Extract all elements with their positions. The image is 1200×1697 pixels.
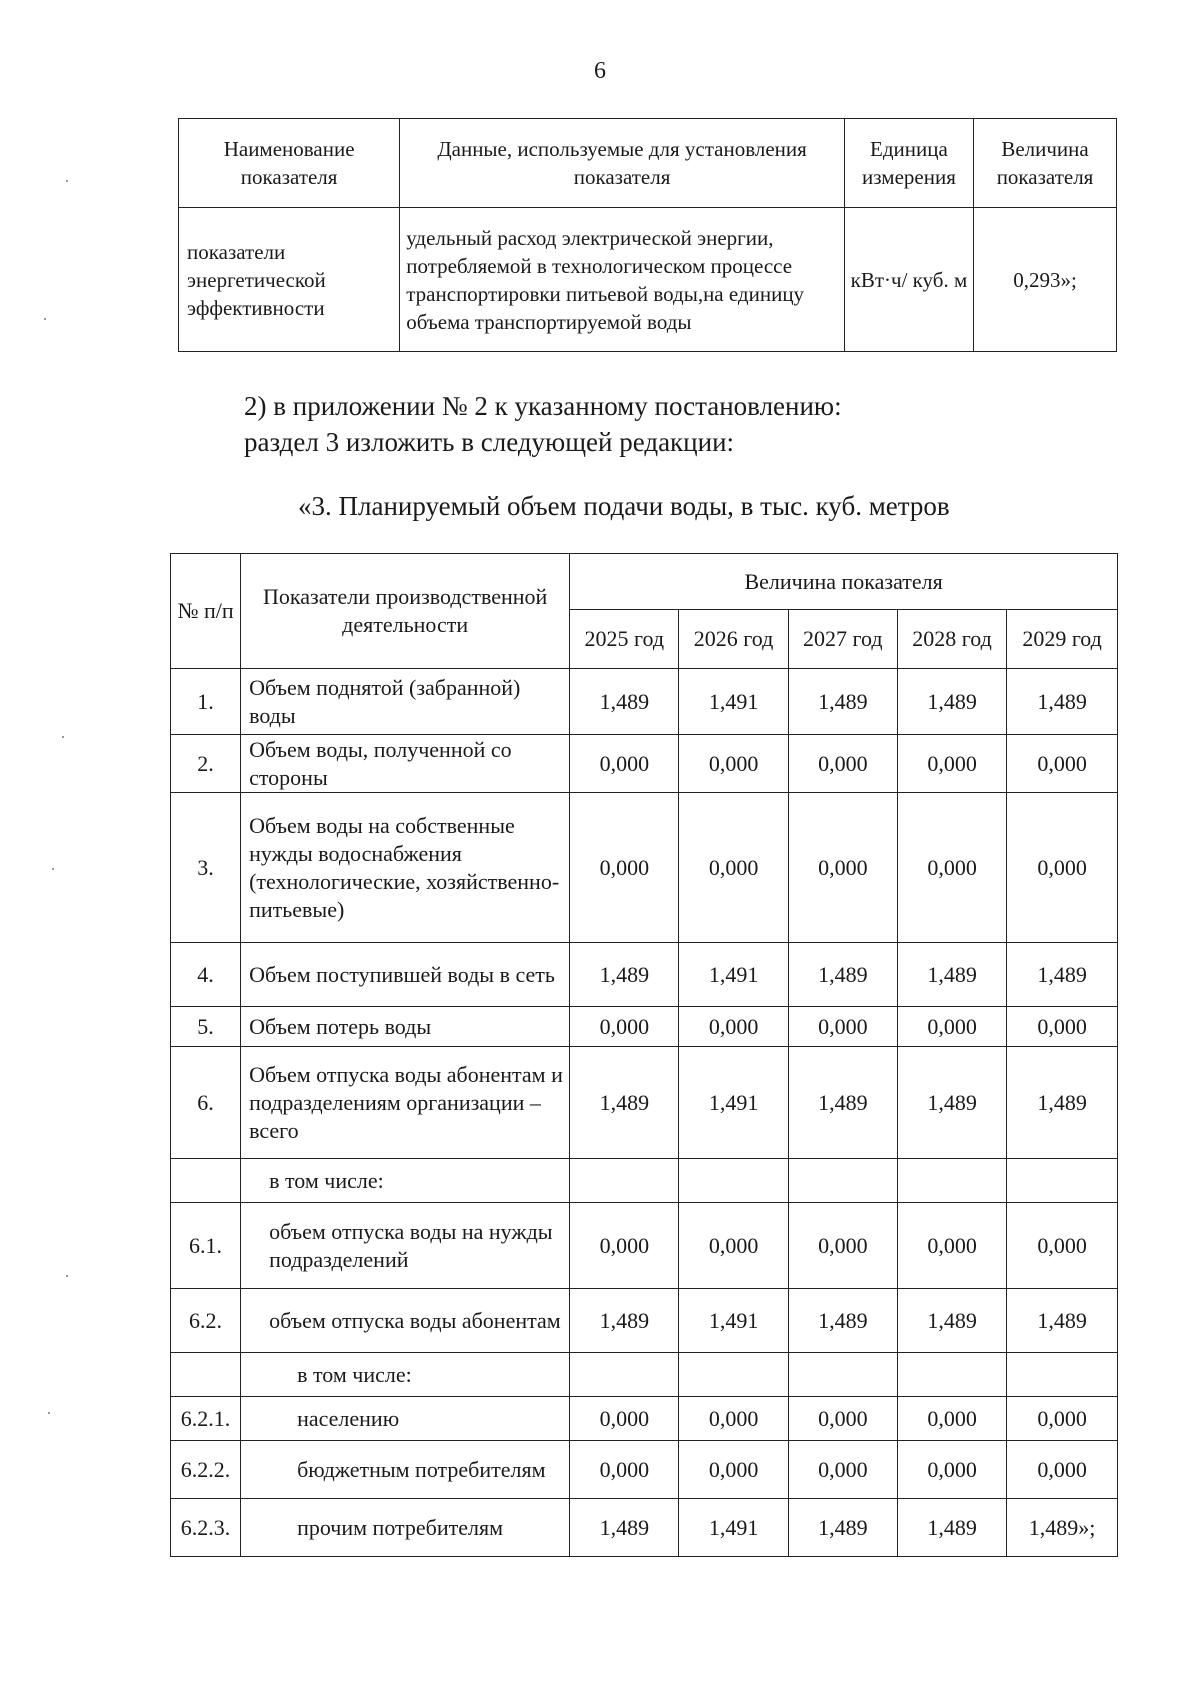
table-row [171,1047,1118,1159]
row-value: 0,000 [897,1203,1006,1289]
row-indicator: населению [241,1397,570,1441]
row-indicator: объем отпуска воды абонентам [241,1289,570,1353]
row-indicator: прочим потребителям [241,1499,570,1557]
row-number: 6. [171,1047,241,1159]
row-value [679,1159,788,1203]
row-value: 1,489 [788,669,897,735]
row-value: 1,489 [897,943,1006,1007]
row-value [1007,1353,1118,1397]
row-value: 0,000 [679,1441,788,1499]
row-value: 1,491 [679,1499,788,1557]
header-unit: Единица измерения [844,119,973,208]
row-value: 0,000 [570,793,679,943]
header-year: 2025 год [570,610,679,669]
header-value-group: Величина показателя [570,554,1118,610]
row-number: 6.2.1. [171,1397,241,1441]
row-value: 0,000 [1007,793,1118,943]
row-value: 1,489 [788,943,897,1007]
row-value: 0,000 [1007,1007,1118,1047]
table-row [171,669,1118,735]
header-value: Величина показателя [974,119,1117,208]
header-data: Данные, используемые для установления показателя [400,119,845,208]
row-value: 1,489 [788,1499,897,1557]
row-value: 1,489 [1007,1047,1118,1159]
page-number: 6 [594,58,606,84]
table-row [171,793,1118,943]
row-value: 1,489 [570,943,679,1007]
water-table-header [171,554,1118,610]
row-value: 1,491 [679,943,788,1007]
row-indicator: Объем воды, полученной со стороны [241,735,570,793]
row-value: 1,489 [570,1289,679,1353]
row-value: 0,000 [1007,1397,1118,1441]
row-number [171,1159,241,1203]
row-value: 1,489»; [1007,1499,1118,1557]
table-row [171,943,1118,1007]
row-number: 3. [171,793,241,943]
indicator-table-header [179,119,1117,208]
row-value: 1,489 [1007,943,1118,1007]
row-value: 1,489 [1007,669,1118,735]
row-value: 1,489 [897,1499,1006,1557]
row-number: 2. [171,735,241,793]
row-value: 1,489 [788,1047,897,1159]
table-row [171,1353,1118,1397]
row-value [897,1159,1006,1203]
row-value: 0,000 [788,1397,897,1441]
scan-speck [44,318,46,320]
row-value: 0,000 [788,735,897,793]
scan-speck [66,180,68,182]
row-value [1007,1159,1118,1203]
row-value: 1,489 [1007,1289,1118,1353]
indicator-table [178,118,1117,352]
row-value [788,1159,897,1203]
row-value: 0,000 [897,1441,1006,1499]
row-number: 6.2. [171,1289,241,1353]
row-value: 1,489 [570,669,679,735]
header-num: № п/п [171,554,241,669]
row-value: 0,000 [679,735,788,793]
row-indicator: Объем поднятой (забранной) воды [241,669,570,735]
row-value: 0,000 [897,735,1006,793]
row-value [570,1159,679,1203]
row-value: 1,489 [897,1289,1006,1353]
row-value: 0,000 [570,735,679,793]
header-year: 2026 год [679,610,788,669]
row-number: 4. [171,943,241,1007]
table-row [171,1289,1118,1353]
row-indicator: Объем потерь воды [241,1007,570,1047]
row-indicator: объем отпуска воды на нужды подразделений [241,1203,570,1289]
row-value: 0,000 [570,1397,679,1441]
row-indicator: Объем поступившей воды в сеть [241,943,570,1007]
row-number: 6.2.2. [171,1441,241,1499]
row-indicator: бюджетным потребителям [241,1441,570,1499]
row-value: 0,000 [788,793,897,943]
row-value: 0,000 [897,1397,1006,1441]
row-value: 0,000 [570,1007,679,1047]
row-number: 1. [171,669,241,735]
row-value [788,1353,897,1397]
header-year: 2028 год [897,610,1006,669]
header-name: Наименование показателя [179,119,400,208]
row-number: 6.2.3. [171,1499,241,1557]
row-value [897,1353,1006,1397]
row-value: 0,000 [1007,1441,1118,1499]
row-number: 6.1. [171,1203,241,1289]
water-table-body [171,669,1118,1557]
row-value: 0,000 [570,1203,679,1289]
scan-speck [62,736,64,738]
row-value: 0,000 [788,1007,897,1047]
cell-value: 0,293»; [974,208,1117,352]
paragraph-instruction: раздел 3 изложить в следующей редакции: [244,427,735,457]
header-year: 2027 год [788,610,897,669]
row-value: 1,491 [679,669,788,735]
row-value: 0,000 [897,1007,1006,1047]
row-value: 0,000 [1007,1203,1118,1289]
row-value: 0,000 [897,793,1006,943]
water-supply-table [170,553,1118,1557]
paragraph-amendment: 2) в приложении № 2 к указанному постановлению: [244,391,842,421]
header-year: 2029 год [1007,610,1118,669]
row-value: 1,489 [570,1499,679,1557]
row-number [171,1353,241,1397]
table-row [171,1159,1118,1203]
scan-speck [48,1412,50,1414]
row-value: 0,000 [1007,735,1118,793]
row-indicator: Объем воды на собственные нужды водоснабжения (технологические, хозяйственно-питьевые) [241,793,570,943]
table-row [171,735,1118,793]
row-value [679,1353,788,1397]
table-row [171,1397,1118,1441]
scan-speck [52,868,54,870]
cell-data: удельный расход электрической энергии, потребляемой в технологическом процессе транспортировки питьевой воды,на единицу объема транспортируемой воды [400,208,845,352]
row-value: 1,491 [679,1047,788,1159]
row-indicator: в том числе: [241,1353,570,1397]
cell-unit: кВт·ч/ куб. м [844,208,973,352]
row-number: 5. [171,1007,241,1047]
row-value: 0,000 [788,1203,897,1289]
row-value: 0,000 [788,1441,897,1499]
header-indicator: Показатели производственной деятельности [241,554,570,669]
row-value: 1,489 [788,1289,897,1353]
row-indicator: Объем отпуска воды абонентам и подразделениям организации – всего [241,1047,570,1159]
scan-speck [66,1275,68,1277]
row-indicator: в том числе: [241,1159,570,1203]
cell-name: показатели энергетической эффективности [179,208,400,352]
row-value: 1,489 [570,1047,679,1159]
row-value: 1,489 [897,669,1006,735]
row-value: 0,000 [679,1203,788,1289]
row-value: 0,000 [679,1007,788,1047]
table-row [171,1007,1118,1047]
row-value [570,1353,679,1397]
table-row [171,1499,1118,1557]
row-value: 0,000 [679,1397,788,1441]
row-value: 0,000 [570,1441,679,1499]
section-title: «3. Планируемый объем подачи воды, в тыс. куб. метров [298,491,950,521]
table-row [179,208,1117,352]
table-row [171,1203,1118,1289]
row-value: 1,491 [679,1289,788,1353]
table-row [171,1441,1118,1499]
row-value: 1,489 [897,1047,1006,1159]
row-value: 0,000 [679,793,788,943]
